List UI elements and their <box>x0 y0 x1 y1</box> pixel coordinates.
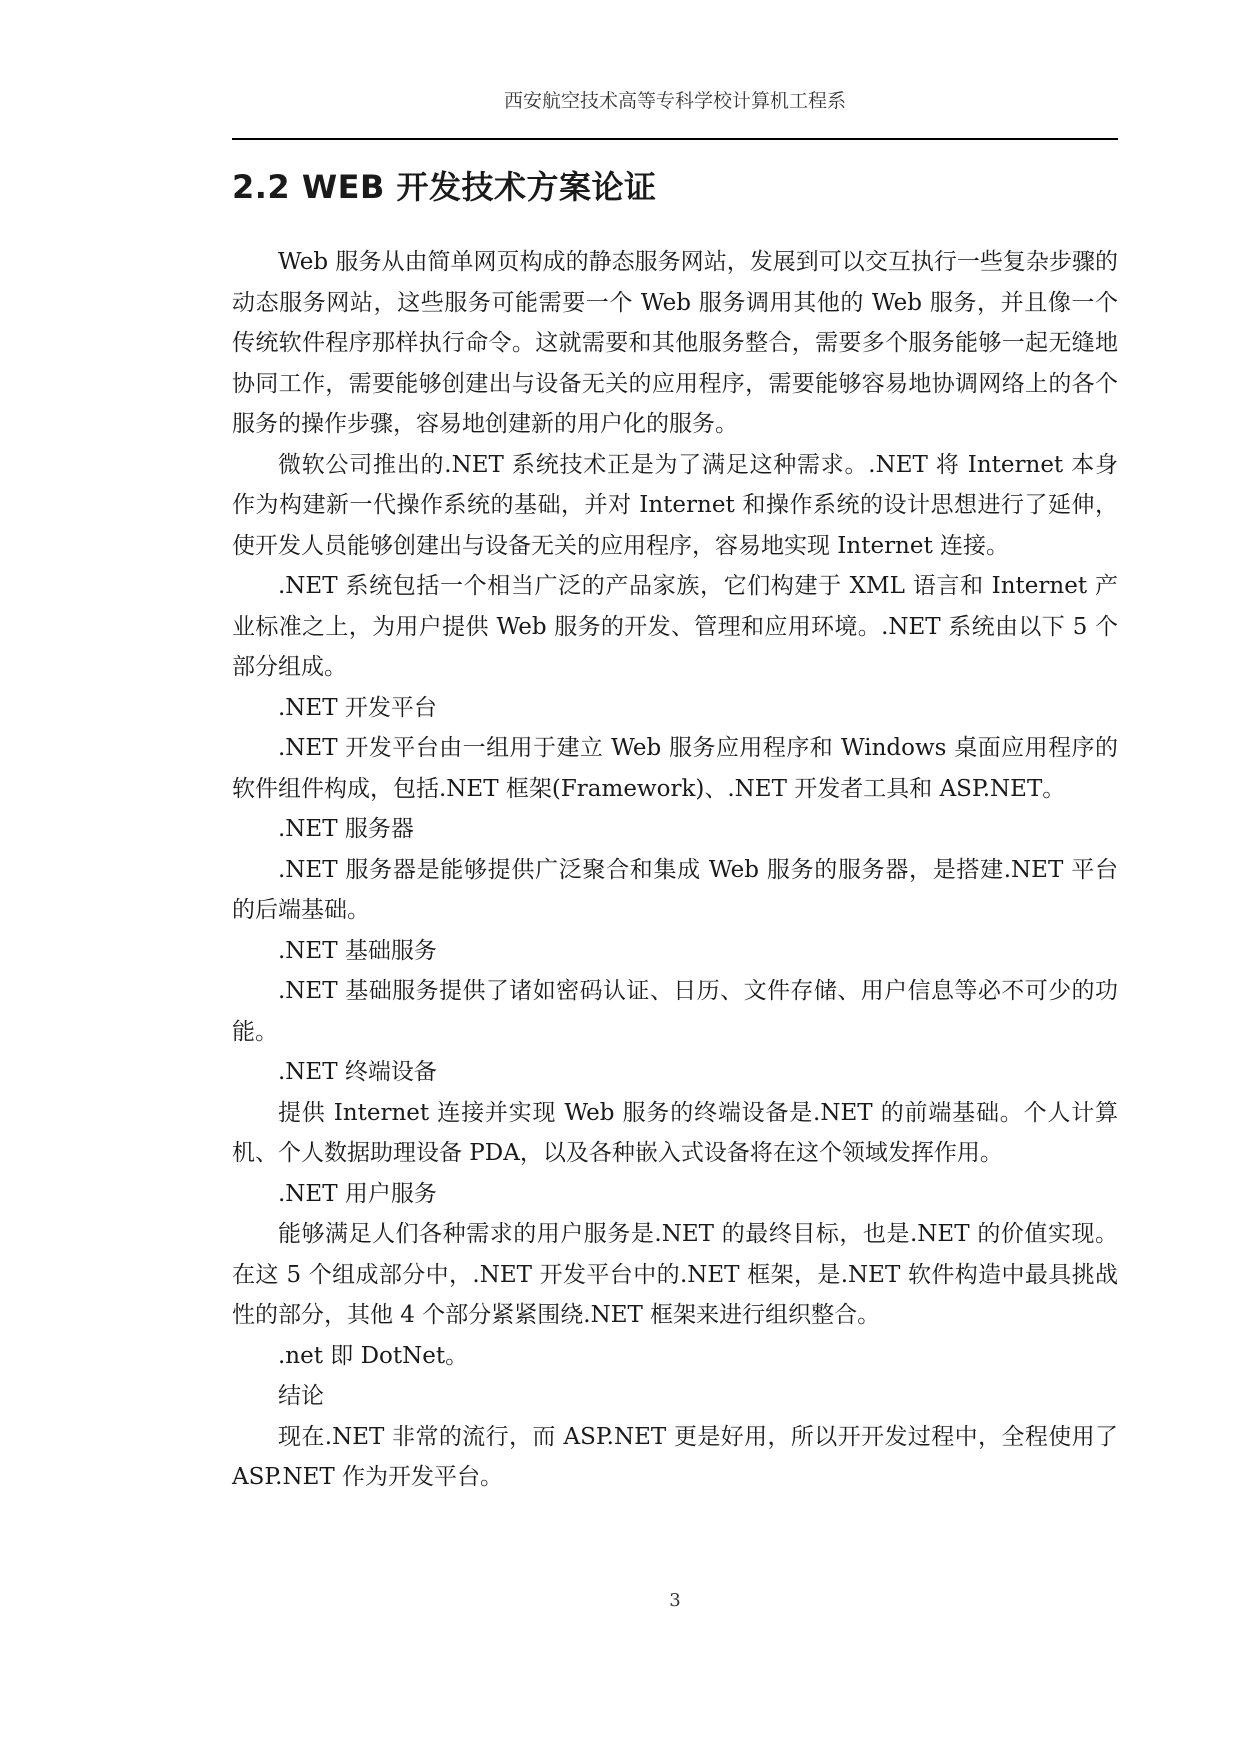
paragraph-dev-platform: .NET 开发平台由一组用于建立 Web 服务应用程序和 Windows 桌面应用程序的软件组件构成，包括.NET 框架(Framework)、.NET 开发者工具和 ASP.NET。 <box>232 735 1118 802</box>
page-number: 3 <box>669 1590 681 1611</box>
paragraph-microsoft-net: 微软公司推出的.NET 系统技术正是为了满足这种需求。.NET 将 Internet 本身作为构建新一代操作系统的基础，并对 Internet 和操作系统的设计思想进行了延伸，使开发人员能够创建出与设备无关的应用程序，容易地实现 Internet 连接。 <box>232 451 1118 559</box>
subheading-user-services: .NET 用户服务 <box>278 1180 437 1207</box>
header-rule <box>232 138 1118 140</box>
subheading-conclusion: 结论 <box>278 1383 324 1409</box>
paragraph-web-services: Web 服务从由简单网页构成的静态服务网站，发展到可以交互执行一些复杂步骤的动态服务网站，这些服务可能需要一个 Web 服务调用其他的 Web 服务，并且像一个传统软件程序那样执行命令。这就需要和其他服务整合，需要多个服务能够一起无缝地协同工作，需要能够创建出与设备无关的应用程序，需要能够容易地协调网络上的各个服务的操作步骤，容易地创建新的用户化的服务。 <box>232 249 1118 437</box>
body-text <box>232 242 1118 1498</box>
paragraph-terminal-devices: 提供 Internet 连接并实现 Web 服务的终端设备是.NET 的前端基础。个人计算机、个人数据助理设备 PDA，以及各种嵌入式设备将在这个领域发挥作用。 <box>232 1099 1118 1166</box>
running-header: 西安航空技术高等专科学校计算机工程系 <box>503 90 846 112</box>
paragraph-server: .NET 服务器是能够提供广泛聚合和集成 Web 服务的服务器，是搭建.NET 平台的后端基础。 <box>232 856 1118 923</box>
paragraph-net-family: .NET 系统包括一个相当广泛的产品家族，它们构建于 XML 语言和 Internet 产业标准之上，为用户提供 Web 服务的开发、管理和应用环境。.NET 系统由以下 5 个部分组成。 <box>232 573 1118 680</box>
subheading-server: .NET 服务器 <box>278 816 414 842</box>
paragraph-user-services: 能够满足人们各种需求的用户服务是.NET 的最终目标，也是.NET 的价值实现。在这 5 个组成部分中，.NET 开发平台中的.NET 框架，是.NET 软件构造中最具挑战性的部分，其他 4 个部分紧紧围绕.NET 框架来进行组织整合。 <box>232 1221 1118 1328</box>
subheading-terminal-devices: .NET 终端设备 <box>278 1059 437 1085</box>
subheading-base-services: .NET 基础服务 <box>278 937 437 964</box>
section-title: 2.2 WEB 开发技术方案论证 <box>232 168 657 206</box>
paragraph-conclusion: 现在.NET 非常的流行，而 ASP.NET 更是好用，所以开开发过程中，全程使用了 ASP.NET 作为开发平台。 <box>232 1423 1118 1490</box>
paragraph-dotnet-note: .net 即 DotNet。 <box>278 1342 469 1369</box>
paragraph-base-services: .NET 基础服务提供了诸如密码认证、日历、文件存储、用户信息等必不可少的功能。 <box>232 978 1118 1045</box>
subheading-dev-platform: .NET 开发平台 <box>278 694 437 721</box>
